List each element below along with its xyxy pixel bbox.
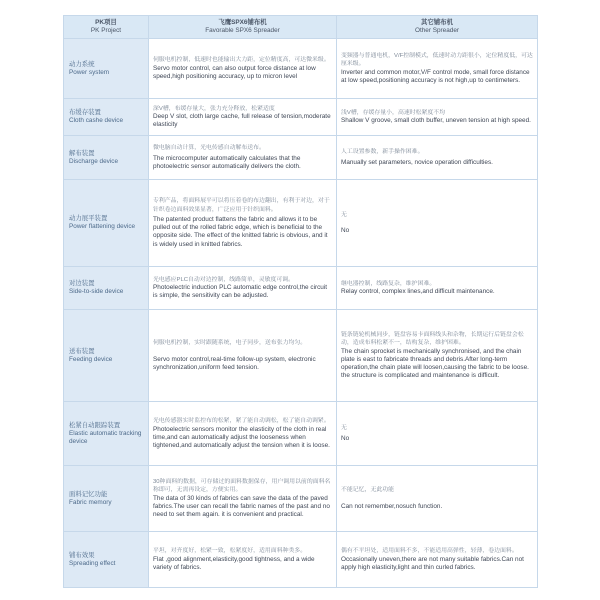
spx6-en: Flat ,good alignment,elasticity,good tightness, and a wide variety of fabrics. [153, 555, 315, 571]
spx6-en: Photoelectric induction PLC automatic edge control,the circuit is simple, the sensitivity can be adjusted. [153, 284, 328, 300]
table-row [64, 532, 538, 588]
item-en: Feeding device [69, 355, 113, 363]
item-en: Power flattening device [69, 223, 136, 230]
item-zh: 铺布效果 [69, 551, 95, 559]
row-item [64, 267, 149, 310]
spx6-en: Servo motor control, can also output force distance at low speed,high positioning accuracy, up to micron level [153, 64, 316, 80]
other-zh: 无 [341, 425, 347, 432]
item-zh: 对边装置 [69, 280, 95, 287]
header-spx6 [149, 16, 337, 39]
spx6-zh: 伺服电机控制，低速时也能输出大力距，定位精度高，可达微米级。 [153, 57, 330, 64]
item-en: Discharge device [69, 157, 119, 165]
table-row [64, 267, 538, 310]
row-item [64, 402, 149, 466]
other-cell [337, 267, 538, 310]
spx6-cell [149, 402, 337, 466]
table-row [64, 310, 538, 402]
header-project-en: PK Project [90, 27, 122, 34]
item-en: Spreading effect [69, 559, 116, 567]
table-header-row [64, 16, 538, 39]
item-zh: 面料记忆功能 [69, 490, 108, 498]
spx6-cell [149, 180, 337, 267]
spx6-zh: 伺服电机控制，实时跟随系统，电子同步，送布张力均匀。 [153, 340, 307, 347]
spx6-en: Deep V slot, cloth large cache, full release of tension,moderate elasticity [153, 113, 331, 129]
table-row [64, 136, 538, 180]
other-zh: 不能记忆，无此功能 [341, 487, 395, 494]
other-en: Manually set parameters, novice operation difficulties. [341, 158, 493, 166]
other-en: Inverter and common motor,V/F control mode, small force distance at low speed,positioning accuracy is not high,up to centimeters. [341, 68, 530, 84]
other-en: Shallow V groove, small cloth buffer, uneven tension at high speed. [341, 117, 531, 125]
header-other-en: Other Spreader [414, 27, 460, 34]
row-item [64, 39, 149, 99]
spx6-cell [149, 136, 337, 180]
item-zh: 送布装置 [69, 347, 95, 355]
comparison-table [63, 15, 538, 588]
item-en: Elastic automatic tracking device [69, 429, 142, 445]
other-en: Can not remember,nosuch function. [341, 502, 443, 510]
other-zh: 变频器与普通电机，V/F控制模式，低速时动力距很小，定位精度低，可达厘米级。 [341, 53, 533, 68]
header-spx6-zh: 飞鹰SPX6铺布机 [218, 19, 267, 26]
other-zh: 偶有不平坦处，适用面料不多，不能适用高弹性，轻薄，卷边面料。 [341, 548, 518, 555]
other-en: Relay control, complex lines,and difficult maintenance. [341, 288, 495, 296]
item-en: Side-to-side device [69, 288, 124, 295]
spx6-en: Photoelectric sensors monitor the elasticity of the cloth in real time,and can automatically adjust the looseness when tightened,and automatically adjust the tension when it is loose. [153, 425, 330, 449]
item-en: Fabric memory [69, 498, 112, 506]
spx6-cell [149, 466, 337, 532]
other-cell [337, 99, 538, 136]
other-en: No [341, 227, 350, 235]
spx6-zh: 光电感应PLC自动对边控制，线路简单，灵敏度可调。 [153, 276, 295, 283]
spx6-en: The patented product flattens the fabric and allows it to be pulled out of the rolled fabric edge, which is beneficial to the opposite side. The effect of the knitted fabric is obvious, and it is widely used in knitted fabrics. [153, 216, 328, 248]
spx6-zh: 平坦，对齐度好，松紧一致，松紧度好，适用面料种类多。 [153, 548, 307, 555]
row-item [64, 466, 149, 532]
spx6-zh: 专利产品，将面料展平可以将压着卷的布边翻出，有利于对边，对于针织卷边面料效果显著，广泛应用于针织面料。 [153, 198, 330, 213]
other-zh: 无 [341, 211, 347, 218]
spx6-zh: 30种面料的数据，可存储过的面料数据保存，用户调用以前的面料名称即可，无需再设定，方便实用。 [153, 478, 331, 494]
table-row [64, 39, 538, 99]
row-item [64, 136, 149, 180]
spx6-zh: 光电传感器实时监控布的松紧，紧了能自动调松，松了能自动调紧。 [153, 418, 330, 425]
spx6-cell [149, 99, 337, 136]
other-cell [337, 466, 538, 532]
table-row [64, 402, 538, 466]
other-cell [337, 180, 538, 267]
other-zh: 人工设置参数，新手操作困难。 [341, 149, 424, 156]
header-project-zh: PK项目 [95, 19, 117, 26]
other-en: The chain sprocket is mechanically synchronised, and the chain plate is east to fabricate threads and debris.After long-term operation,the chain plate will loosen,causing the fabric to be loose. the structure is complicated and maintenance is difficult. [341, 347, 529, 379]
item-zh: 动力展平装置 [69, 215, 108, 222]
row-item [64, 532, 149, 588]
comparison-sheet [63, 15, 537, 587]
spx6-en: Servo motor control,real-time follow-up system, electronic synchronization,uniform feed tension. [153, 355, 316, 371]
row-item [64, 99, 149, 136]
other-zh: 继电器控制，线路复杂，维护困难。 [341, 280, 436, 287]
spx6-cell [149, 39, 337, 99]
table-row [64, 99, 538, 136]
item-zh: 布缓存装置 [69, 109, 101, 116]
header-other-zh: 其它铺布机 [421, 19, 453, 26]
item-en: Power system [69, 68, 110, 76]
spx6-zh: 深V槽，布缓存量大，张力充分释放，松紧适度 [153, 105, 275, 112]
header-project [64, 16, 149, 39]
item-zh: 松紧自动跟踪装置 [69, 421, 121, 429]
row-item [64, 310, 149, 402]
other-cell [337, 136, 538, 180]
item-en: Cloth cashe device [69, 117, 123, 124]
table-row [64, 180, 538, 267]
other-cell [337, 402, 538, 466]
other-cell [337, 310, 538, 402]
header-spx6-en: Favorable SPX6 Spreader [205, 27, 280, 34]
other-en: Occasionally uneven,there are not many suitable fabrics.Can not apply high elasticity,light and thin curled fabrics. [341, 555, 524, 571]
table-row [64, 466, 538, 532]
other-zh: 链条链轮机械同步，链盘容易卡面料线头和杂物，长期运行后链盘会松动，造成布料松紧不一，结构复杂，维护困难。 [341, 331, 524, 347]
spx6-zh: 微电脑自动计算，光电传感自动解布送布。 [153, 145, 265, 152]
row-item [64, 180, 149, 267]
spx6-cell [149, 532, 337, 588]
other-cell [337, 532, 538, 588]
spx6-cell [149, 267, 337, 310]
spx6-en: The data of 30 kinds of fabrics can save the data of the paved fabrics.The user can recall the fabric names of the past and no need to set them again. it is convenient and practical. [153, 494, 330, 518]
header-other [337, 16, 538, 39]
other-zh: 浅V槽，存缓存量小，高速时松紧度不均 [341, 109, 446, 116]
spx6-cell [149, 310, 337, 402]
other-cell [337, 39, 538, 99]
item-zh: 动力系统 [69, 60, 95, 68]
item-zh: 解布装置 [69, 149, 95, 157]
other-en: No [341, 434, 350, 442]
spx6-en: The microcomputer automatically calculates that the photoelectric sensor automatically delivers the cloth. [153, 154, 301, 170]
